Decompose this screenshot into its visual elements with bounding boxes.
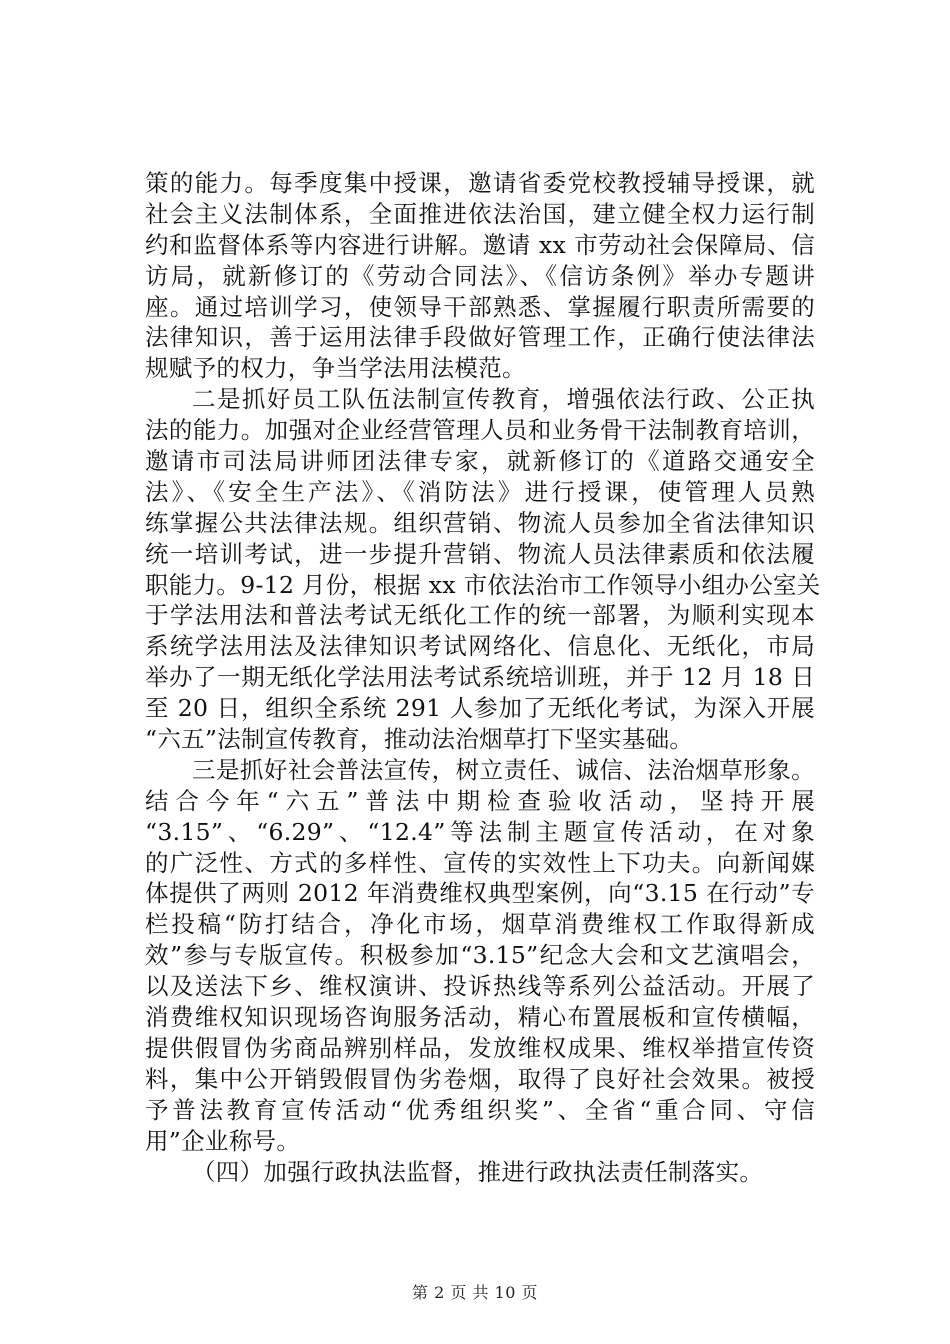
text-line: 法律知识，善于运用法律手段做好管理工作，正确行使法律法 (145, 323, 815, 352)
text-line: 统一培训考试，进一步提升营销、物流人员法律素质和依法履 (145, 539, 815, 568)
text-line: 系统学法用法及法律知识考试网络化、信息化、无纸化，市局 (145, 632, 815, 661)
text-line: 消费维权知识现场咨询服务活动，精心布置展板和宣传横幅， (145, 1003, 815, 1032)
text-line: 于学法用法和普法考试无纸化工作的统一部署，为顺利实现本 (145, 601, 815, 630)
paragraph-start-line: 三是抓好社会普法宣传，树立责任、诚信、法治烟草形象。 (192, 755, 815, 784)
text-line: 法的能力。加强对企业经营管理人员和业务骨干法制教育培训， (145, 416, 815, 445)
text-line: “六五”法制宣传教育，推动法治烟草打下坚实基础。 (145, 725, 694, 754)
text-line: 料，集中公开销毁假冒伪劣卷烟，取得了良好社会效果。被授 (145, 1064, 815, 1093)
text-line: 体提供了两则 2012 年消费维权典型案例，向“3.15 在行动”专 (145, 879, 815, 908)
text-line: 结合今年“六五”普法中期检查验收活动，坚持开展 (145, 786, 815, 815)
text-line: 举办了一期无纸化学法用法考试系统培训班，并于 12 月 18 日 (145, 663, 815, 692)
text-line: 座。通过培训学习，使领导干部熟悉、掌握履行职责所需要的 (145, 292, 815, 321)
text-line: 访局，就新修订的《劳动合同法》、《信访条例》举办专题讲 (145, 261, 815, 290)
paragraph-start-line: （四）加强行政执法监督，推进行政执法责任制落实。 (192, 1157, 764, 1186)
text-line: 练掌握公共法律法规。组织营销、物流人员参加全省法律知识 (145, 508, 815, 537)
text-line: 至 20 日，组织全系统 291 人参加了无纸化考试，为深入开展 (145, 694, 815, 723)
text-line: 约和监督体系等内容进行讲解。邀请 xx 市劳动社会保障局、信 (145, 230, 815, 259)
text-line: 予普法教育宣传活动“优秀组织奖”、全省“重合同、守信 (145, 1095, 815, 1124)
text-line: 效”参与专版宣传。积极参加“3.15”纪念大会和文艺演唱会， (145, 941, 815, 970)
page-footer: 第 2 页 共 10 页 (412, 1283, 538, 1302)
text-line: 的广泛性、方式的多样性、宣传的实效性上下功夫。向新闻媒 (145, 848, 815, 877)
body-text (145, 168, 821, 1187)
text-line: 职能力。9-12 月份，根据 xx 市依法治市工作领导小组办公室关 (145, 570, 821, 599)
paragraph-start-line: 二是抓好员工队伍法制宣传教育，增强依法行政、公正执 (192, 385, 815, 414)
text-line: 栏投稿“防打结合，净化市场，烟草消费维权工作取得新成 (145, 910, 815, 939)
text-line: 规赋予的权力，争当学法用法模范。 (145, 354, 526, 383)
text-line: 用”企业称号。 (145, 1126, 301, 1155)
text-line: “3.15”、“6.29”、“12.4”等法制主题宣传活动，在对象 (145, 817, 815, 846)
text-line: 策的能力。每季度集中授课，邀请省委党校教授辅导授课，就 (145, 169, 815, 197)
text-line: 社会主义法制体系，全面推进依法治国，建立健全权力运行制 (145, 199, 815, 228)
text-line: 法》、《安全生产法》、《消防法》进行授课，使管理人员熟 (145, 477, 815, 506)
text-line: 邀请市司法局讲师团法律专家，就新修订的《道路交通安全 (145, 447, 815, 476)
text-line: 以及送法下乡、维权演讲、投诉热线等系列公益活动。开展了 (145, 972, 815, 1001)
text-line: 提供假冒伪劣商品辨别样品，发放维权成果、维权举措宣传资 (145, 1033, 815, 1062)
